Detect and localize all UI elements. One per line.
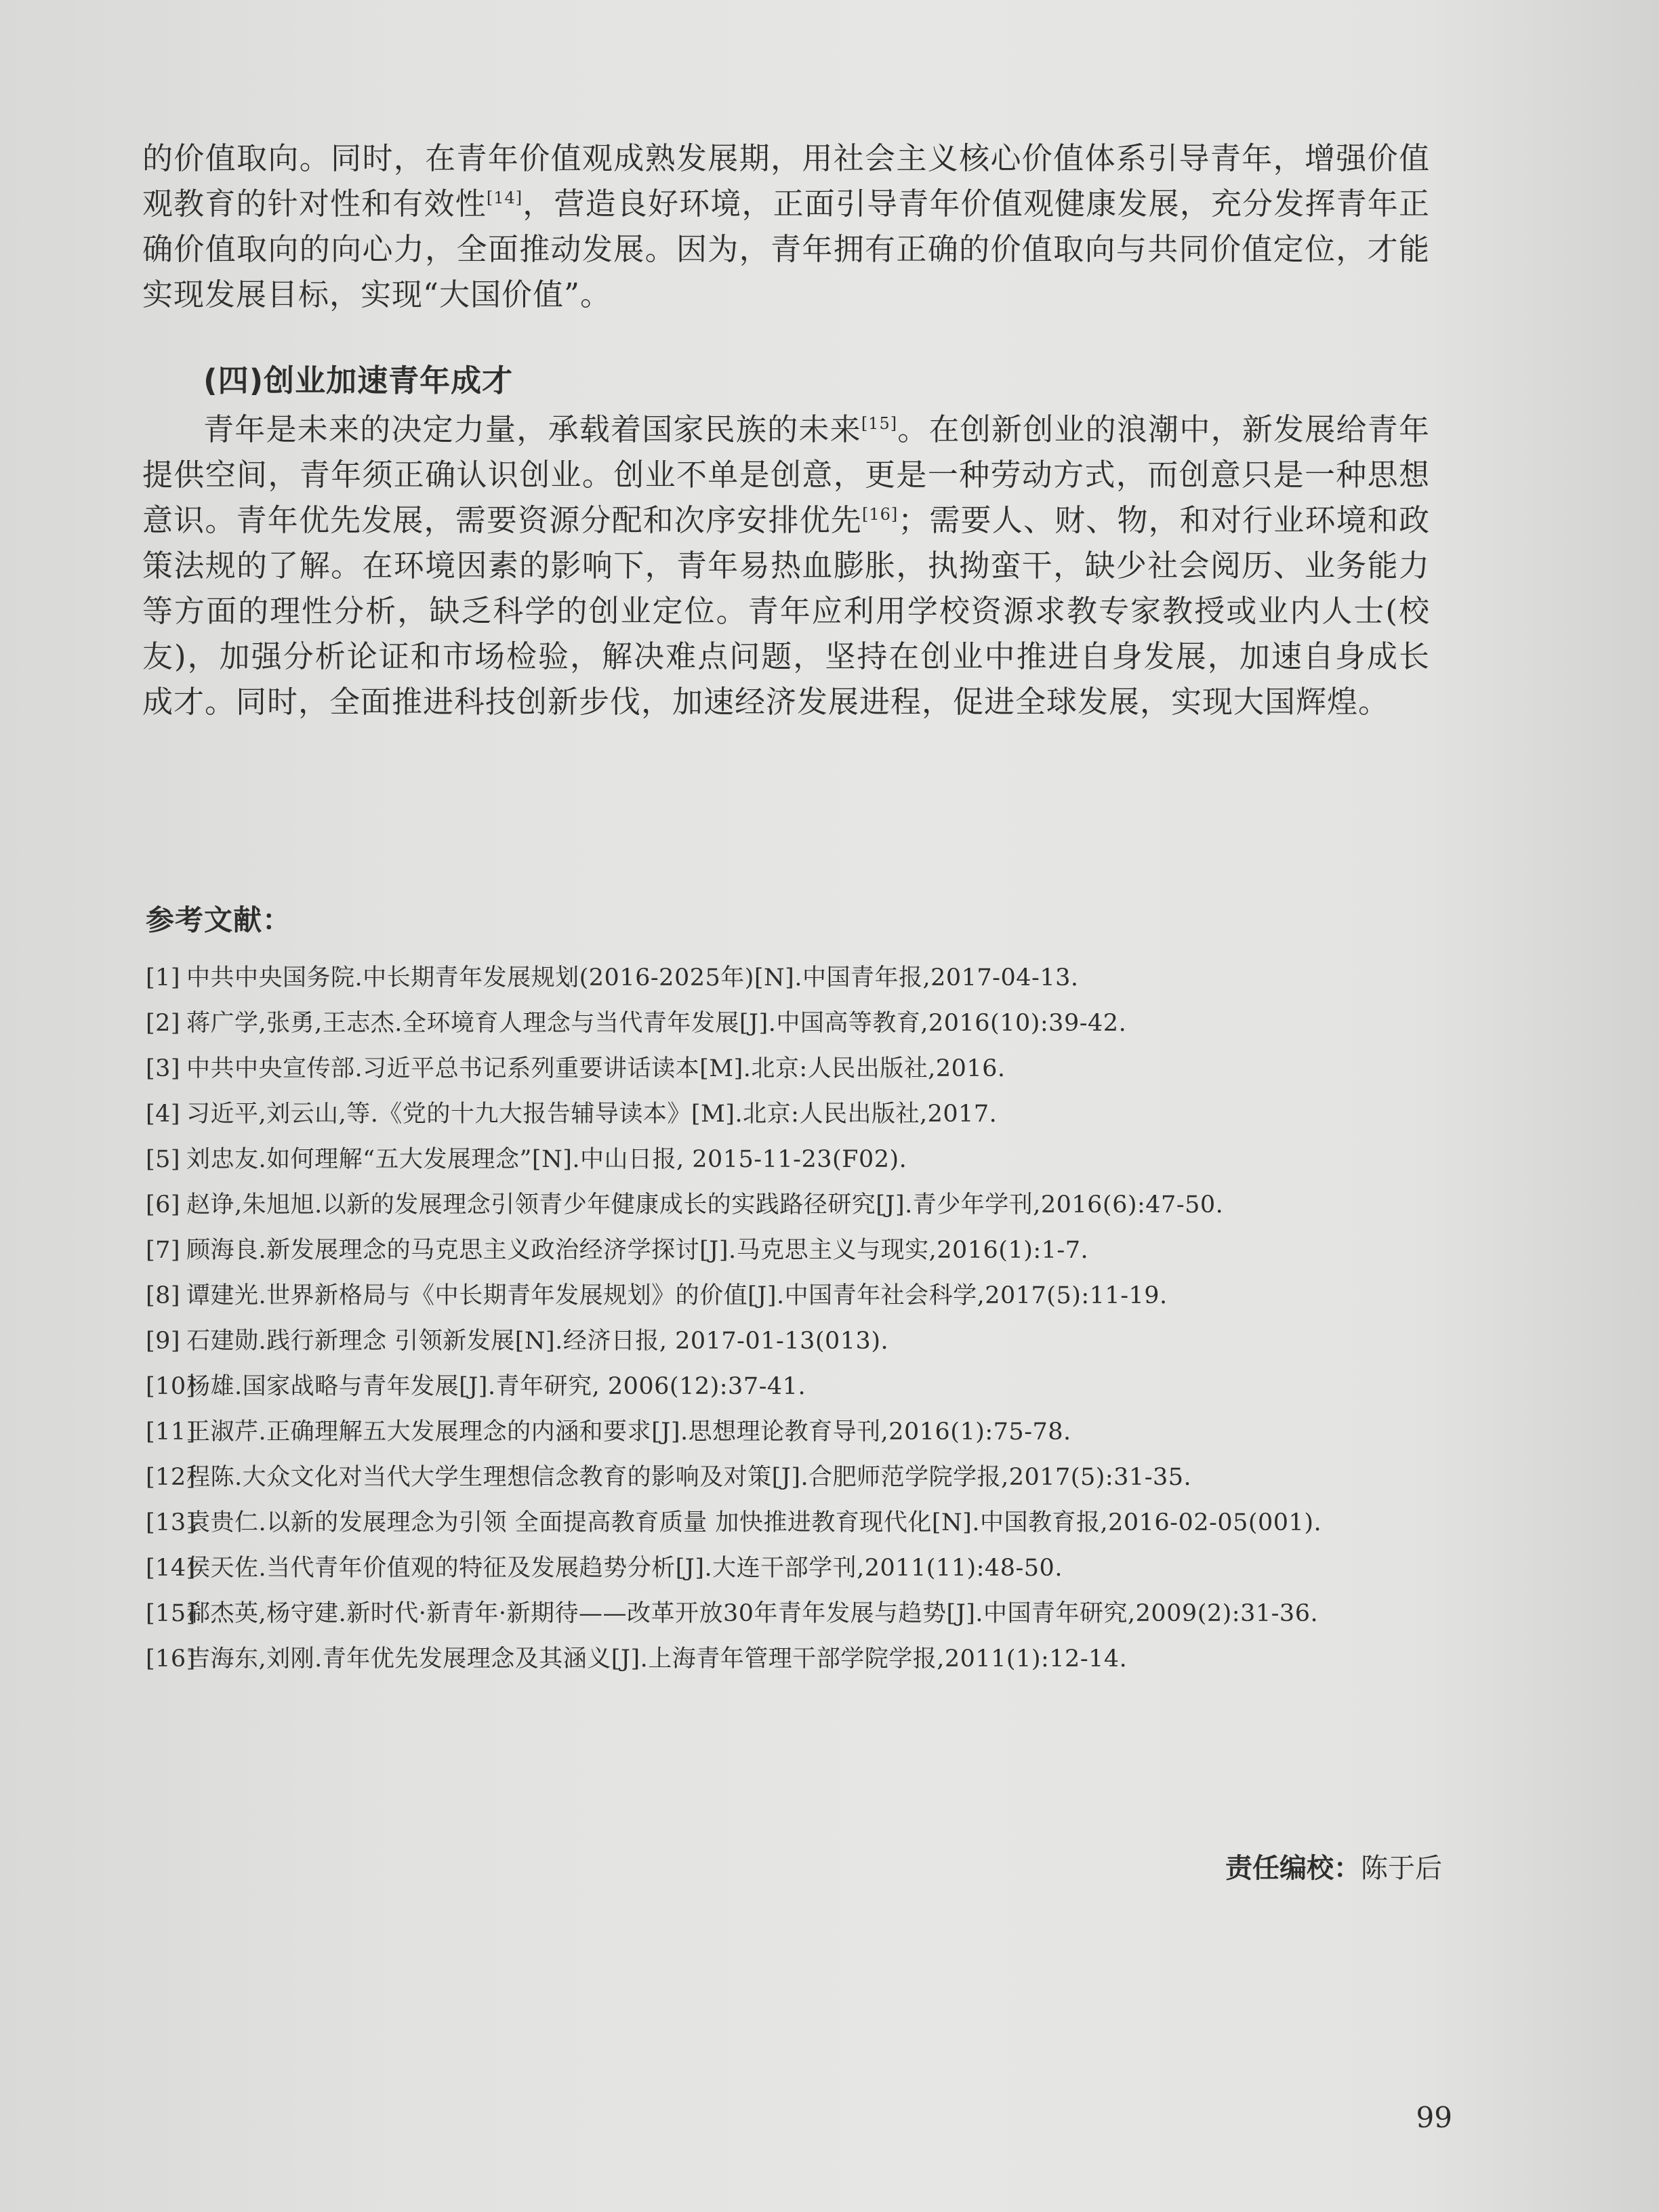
reference-text: 蒋广学,张勇,王志杰.全环境育人理念与当代青年发展[J].中国高等教育,2016(10):39-42. (186, 1010, 1127, 1037)
reference-number: [4] (146, 1101, 181, 1128)
reference-list (146, 956, 1447, 1682)
reference-number: [8] (146, 1282, 181, 1309)
reference-number: [5] (146, 1146, 181, 1173)
reference-number: [15] (146, 1600, 196, 1627)
reference-number: [9] (146, 1328, 181, 1355)
reference-text: 程陈.大众文化对当代大学生理想信念教育的影响及对策[J].合肥师范学院学报,2017(5):31-35. (186, 1464, 1192, 1491)
reference-item (146, 956, 1447, 1001)
reference-text: 王淑芹.正确理解五大发展理念的内涵和要求[J].思想理论教育导刊,2016(1):75-78. (186, 1418, 1071, 1446)
citation-marker: [14] (486, 188, 523, 207)
reference-text: 侯天佐.当代青年价值观的特征及发展趋势分析[J].大连干部学刊,2011(11):48-50. (186, 1555, 1063, 1582)
editor-label: 责任编校： (1225, 1853, 1361, 1884)
reference-number: [1] (146, 964, 181, 991)
reference-number: [7] (146, 1237, 181, 1264)
reference-item (146, 1001, 1447, 1046)
references-title: 参考文献： (146, 903, 292, 937)
reference-number: [16] (146, 1645, 196, 1673)
responsible-editor (1225, 1847, 1442, 1885)
reference-item (146, 1273, 1447, 1319)
paragraph-text: 青年是未来的决定力量，承载着国家民族的未来 (203, 411, 861, 447)
reference-item (146, 1319, 1447, 1364)
reference-text: 谭建光.世界新格局与《中长期青年发展规划》的价值[J].中国青年社会科学,2017(5):11-19. (186, 1282, 1168, 1309)
paragraph-entrepreneurship (142, 407, 1430, 724)
reference-number: [13] (146, 1509, 196, 1536)
reference-text: 杨雄.国家战略与青年发展[J].青年研究, 2006(12):37-41. (186, 1373, 806, 1400)
reference-text: 石建勋.践行新理念 引领新发展[N].经济日报, 2017-01-13(013). (186, 1328, 889, 1355)
reference-number: [2] (146, 1010, 181, 1037)
reference-item (146, 1637, 1447, 1682)
reference-text: 郗杰英,杨守建.新时代·新青年·新期待——改革开放30年青年发展与趋势[J].中国青年研究,2009(2):31-36. (186, 1600, 1319, 1627)
citation-marker: [16] (861, 505, 899, 524)
reference-item (146, 1455, 1447, 1500)
reference-number: [14] (146, 1555, 196, 1582)
reference-text: 吉海东,刘刚.青年优先发展理念及其涵义[J].上海青年管理干部学院学报,2011(1):12-14. (186, 1645, 1128, 1673)
reference-text: 袁贵仁.以新的发展理念为引领 全面提高教育质量 加快推进教育现代化[N].中国教育报,2016-02-05(001). (186, 1509, 1322, 1536)
paragraph-value-orientation (142, 136, 1430, 317)
reference-item (146, 1500, 1447, 1546)
reference-number: [11] (146, 1418, 196, 1446)
reference-item (146, 1591, 1447, 1637)
reference-item (146, 1546, 1447, 1591)
editor-name: 陈于后 (1361, 1853, 1442, 1884)
reference-text: 顾海良.新发展理念的马克思主义政治经济学探讨[J].马克思主义与现实,2016(1):1-7. (186, 1237, 1089, 1264)
paragraph-text: ，营造良好环境，正面引导青年价值观健康发展，充分发挥青年正确价值取向的向心力，全面推动发展。因为，青年拥有正确的价值取向与共同价值定位，才能实现发展目标，实现“大国价值”。 (142, 186, 1430, 312)
reference-text: 习近平,刘云山,等.《党的十九大报告辅导读本》[M].北京:人民出版社,2017. (186, 1101, 998, 1128)
reference-item (146, 1183, 1447, 1228)
reference-item (146, 1137, 1447, 1183)
reference-item (146, 1228, 1447, 1273)
reference-number: [3] (146, 1055, 181, 1082)
paragraph-text: 的价值取向。同时，在青年价值观成熟发展期，用社会主义核心价值体系引导青年，增强价值观教育的针对性和有效性 (142, 140, 1430, 222)
reference-item (146, 1364, 1447, 1410)
reference-text: 刘忠友.如何理解“五大发展理念”[N].中山日报, 2015-11-23(F02). (186, 1146, 907, 1173)
reference-text: 赵诤,朱旭旭.以新的发展理念引领青少年健康成长的实践路径研究[J].青少年学刊,2016(6):47-50. (186, 1191, 1224, 1218)
reference-number: [6] (146, 1191, 181, 1218)
reference-item (146, 1410, 1447, 1455)
paragraph-text: 。在创新创业的浪潮中，新发展给青年提供空间，青年须正确认识创业。创业不单是创意，更是一种劳动方式，而创意只是一种思想意识。青年优先发展，需要资源分配和次序安排优先 (142, 411, 1430, 538)
reference-text: 中共中央宣传部.习近平总书记系列重要讲话读本[M].北京:人民出版社,2016. (186, 1055, 1006, 1082)
reference-item (146, 1092, 1447, 1137)
page-number: 99 (1416, 2101, 1452, 2134)
citation-marker: [15] (861, 414, 898, 433)
reference-number: [10] (146, 1373, 196, 1400)
section-heading: (四)创业加速青年成才 (203, 363, 514, 398)
reference-number: [12] (146, 1464, 196, 1491)
reference-text: 中共中央国务院.中长期青年发展规划(2016-2025年)[N].中国青年报,2017-04-13. (186, 964, 1079, 991)
reference-item (146, 1046, 1447, 1092)
paragraph-text: ；需要人、财、物，和对行业环境和政策法规的了解。在环境因素的影响下，青年易热血膨胀，执拗蛮干，缺少社会阅历、业务能力等方面的理性分析，缺乏科学的创业定位。青年应利用学校资源求教专家教授或业内人士(校友)，加强分析论证和市场检验，解决难点问题，坚持在创业中推进自身发展，加速自身成长成才。同时，全面推进科技创新步伐，加速经济发展进程，促进全球发展，实现大国辉煌。 (142, 502, 1430, 720)
